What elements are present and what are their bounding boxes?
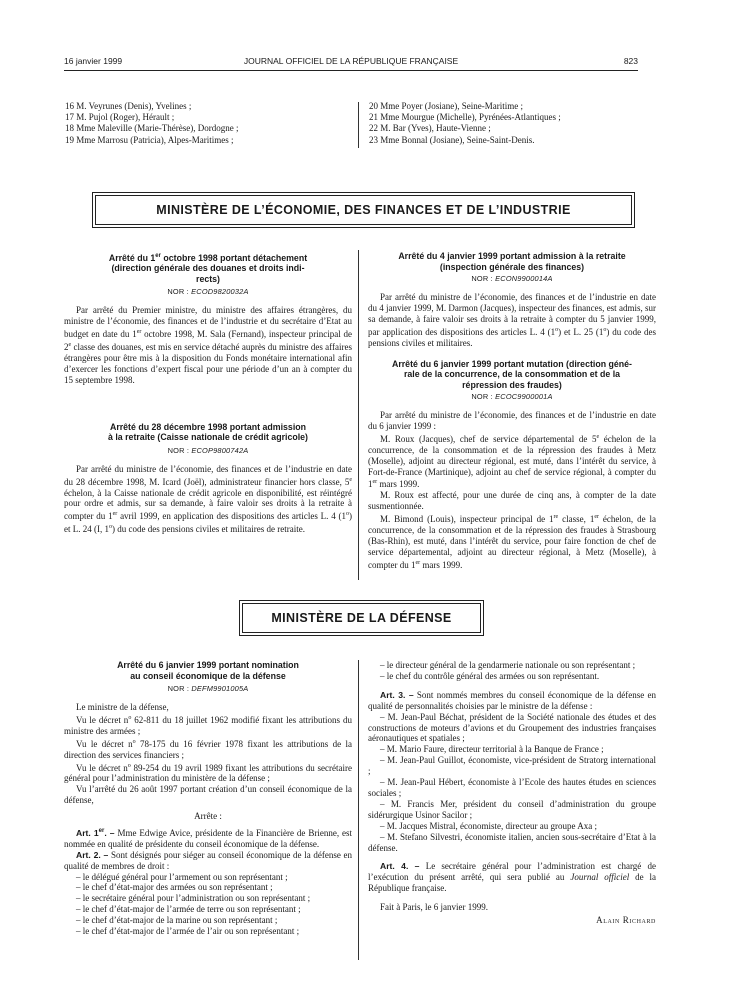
nor-reference: NOR : ECOD9820032A [167, 287, 249, 297]
list-item: – le délégué général pour l’armement ou son représentant ; [76, 871, 288, 882]
nor-code: ECON9900014A [495, 274, 553, 283]
ministry-heading-box [239, 600, 484, 636]
left-column-section-1 [64, 251, 352, 535]
article-body [368, 410, 656, 571]
list-item: – le chef d’état-major des armées ou son représentant ; [76, 882, 273, 893]
list-item: – le chef du contrôle général des armées ou son représentant. [380, 670, 600, 681]
column-divider [358, 102, 359, 148]
column-divider [358, 660, 359, 960]
paragraph: M. Bimond (Louis), inspecteur principal de 1re classe, 1er échelon, de la concurrence, de la consommation et de la répression des fraudes à Strasbourg (Bas-Rhin), est muté, dans l’intérêt du service, pour faire fonction de chef de service départemental, adjoint au directeur régional, à Metz (Moselle), à compter du 1er mars 1999. [368, 514, 657, 570]
list-item: 16 M. Veyrunes (Denis), Yvelines ; [65, 101, 192, 111]
list-item: – le chef d’état-major de la marine ou son représentant ; [76, 915, 278, 926]
left-column-section-2 [64, 660, 352, 937]
header-rule [64, 70, 638, 71]
list-item: – M. Francis Mer, président du conseil d’administration du groupe sidérurgique Usinor Sacilor ; [368, 798, 656, 820]
article-title: Arrêté du 6 janvier 1999 portant mutation (direction géné- rale de la concurrence, de la consommation et de la répression des fraudes) [391, 358, 632, 390]
nor-reference: NOR : ECOC9900001A [471, 392, 553, 402]
list-item: – le chef d’état-major de l’armée de l’air ou son représentant ; [76, 926, 300, 937]
paragraph: Vu le décret $n^o$ 89-254 du 19 avril 1989 fixant les attributions du secrétaire général pour l’administration du ministère de la défense ; [64, 762, 353, 784]
paragraph: M. Roux (Jacques), chef de service départemental de 5e échelon de la concurrence, de la consommation et de la répression des fraudes à Metz (Moselle), adjoint au directeur régional, est muté, dans l’intérêt du service, à Fort-de-France (Martinique), adjoint au chef de service régional, à compter du 1er mars 1999. [368, 433, 657, 490]
nor-reference: NOR : ECOP9800742A [167, 445, 249, 455]
header-page-number: 823 [623, 56, 638, 66]
paragraph: Art. 3. – Sont nommés membres du conseil économique de la défense en qualité de personnalités choisies par le ministre de la défense : [368, 689, 656, 711]
nor-code: ECOD9820032A [191, 287, 249, 297]
paragraph: Par arrêté du ministre de l’économie, des finances et de l’industrie en date du 6 janvier 1999 : [368, 410, 656, 431]
ministry-heading: MINISTÈRE DE L’ÉCONOMIE, DES FINANCES ET DE L’INDUSTRIE [95, 195, 632, 225]
paragraph: Vu l’arrêté du 26 août 1997 portant création d’un conseil économique de la défense, [64, 784, 352, 806]
list-item: 19 Mme Marrosu (Patricia), Alpes-Maritimes ; [65, 134, 234, 145]
paragraph: Art. 2. – Sont désignés pour siéger au conseil économique de la défense en qualité de membres de droit : [64, 849, 352, 871]
paragraph: Art. 4. – Le secrétaire général pour l’administration est chargé de l’exécution du présent arrêté, qui sera publié au Journal officiel de la République française. [368, 861, 656, 894]
nor-code: ECOP9800742A [191, 445, 249, 455]
article-body [64, 702, 352, 937]
running-header [64, 56, 638, 70]
list-item: – le chef d’état-major de l’armée de terre ou son représentant ; [76, 904, 301, 915]
article-title: Arrêté du 6 janvier 1999 portant nomination au conseil économique de la défense [117, 660, 299, 681]
paragraph: Le ministre de la défense, [76, 702, 169, 712]
column-divider [358, 250, 359, 580]
header-date: 16 janvier 1999 [64, 56, 123, 66]
list-right [369, 101, 561, 146]
list-item: 17 M. Pujol (Roger), Hérault ; [65, 112, 175, 123]
list-item: – M. Jean-Paul Hébert, économiste à l’Ecole des hautes études en sciences sociales ; [368, 777, 656, 798]
article-title: Arrêté du 4 janvier 1999 portant admission à la retraite (inspection générale des finances) [398, 251, 626, 272]
list-item: 22 M. Bar (Yves), Haute-Vienne ; [369, 123, 491, 134]
list-item: 18 Mme Maleville (Marie-Thérèse), Dordogne ; [65, 123, 239, 134]
header-journal-title: JOURNAL OFFICIEL DE LA RÉPUBLIQUE FRANÇAISE [243, 56, 459, 66]
nor-reference: NOR : DEFM9901005A [167, 684, 249, 693]
paragraph: Vu le décret $n^o$ 62-811 du 18 juillet 1962 modifié fixant les attributions du ministre des armées ; [64, 714, 353, 736]
list-item: – M. Mario Faure, directeur territorial à la Banque de France ; [380, 744, 604, 755]
right-column-section-1 [368, 251, 656, 571]
ministry-heading-box [92, 192, 635, 228]
article-body: Par arrêté du ministre de l’économie, des finances et de l’industrie en date du 28 décembre 1998, M. Icard (Joël), administrateur financier hors classe, 5e échelon, à la Caisse nationale de crédit agricole en disponibilité, est réintégré pour ordre et admis, sur sa demande, à faire valoir ses droits à la retraite à compter du 1er avril 1999, en application des dispositions des articles L. 4 (1$^o$) et L. 24 (I, 1$^o$) du code des pensions civiles et militaires de retraite. [64, 463, 352, 535]
list-left [65, 101, 238, 146]
paragraph: M. Roux est affecté, pour une durée de cinq ans, à compter de la date susmentionnée. [368, 490, 656, 512]
article-body-continued [368, 660, 656, 926]
fait-a-paris: Fait à Paris, le 6 janvier 1999. [380, 902, 488, 913]
list-item: – M. Jacques Mistral, économiste, directeur au groupe Axa ; [380, 820, 597, 831]
article-body: Par arrêté du ministre de l’économie, des finances et de l’industrie en date du 4 janvier 1999, M. Darmon (Jacques), inspecteur des finances, est admis, sur sa demande, à faire valoir ses droits à la retraite à compter du 5 janvier 1999, par application des dispositions des articles L. 4 (1$^o$) et L. 25 (1$^o$) du code des pensions civiles et militaires. [368, 292, 656, 348]
article-body: Par arrêté du Premier ministre, du ministre des affaires étrangères, du ministre de l’économie, des finances et de l’industrie et du secrétaire d’Etat au budget en date du 1er octobre 1998, M. Sala (Fernand), inspecteur principal de 2e classe des douanes, est mis en service détaché auprès du ministre des affaires étrangères pour être mis à la disposition du Fonds monétaire international afin d’exercer les fonctions d’expert fiscal pour une période d’un an à compter du 15 septembre 1998. [64, 305, 352, 385]
paragraph: Art. 1er. – Mme Edwige Avice, présidente de la Financière de Brienne, est nommée en qualité de présidente du conseil économique de la défense. [64, 827, 352, 849]
list-item: – le secrétaire général pour l’administration ou son représentant ; [76, 893, 311, 904]
list-item: – M. Stefano Silvestri, économiste italien, ancien sous-secrétaire d’Etat à la défense. [368, 831, 656, 853]
right-column-section-2 [368, 660, 656, 926]
signature: Alain Richard [596, 915, 656, 926]
article-title: Arrêté du 28 décembre 1998 portant admission à la retraite (Caisse nationale de crédit agricole) [108, 421, 308, 443]
list-item: 20 Mme Poyer (Josiane), Seine-Maritime ; [369, 101, 523, 111]
arrete-label: Arrête : [194, 811, 222, 822]
nor-code: ECOC9900001A [495, 392, 553, 402]
article-title: Arrêté du 1er octobre 1998 portant détachement (direction générale des douanes et droits indi- rects) [108, 252, 308, 284]
nor-reference: NOR : ECON9900014A [471, 274, 553, 283]
paragraph: Vu le décret $n^o$ 78-175 du 16 février 1978 fixant les attributions de la direction des services financiers ; [64, 738, 352, 760]
nor-code: DEFM9901005A [191, 684, 249, 693]
list-item: 23 Mme Bonnal (Josiane), Seine-Saint-Denis. [369, 134, 535, 145]
list-item: – M. Jean-Paul Guillot, économiste, vice-président de Stratorg international ; [368, 755, 656, 777]
list-item: 21 Mme Mourgue (Michelle), Pyrénées-Atlantiques ; [369, 112, 561, 123]
ministry-heading: MINISTÈRE DE LA DÉFENSE [242, 603, 481, 633]
list-item: – M. Jean-Paul Béchat, président de la Société nationale des études et des constructions de moteurs d’avions et du Groupement des industries françaises aéronautiques et spatiales ; [368, 711, 656, 744]
list-item: – le directeur général de la gendarmerie nationale ou son représentant ; [380, 660, 636, 670]
